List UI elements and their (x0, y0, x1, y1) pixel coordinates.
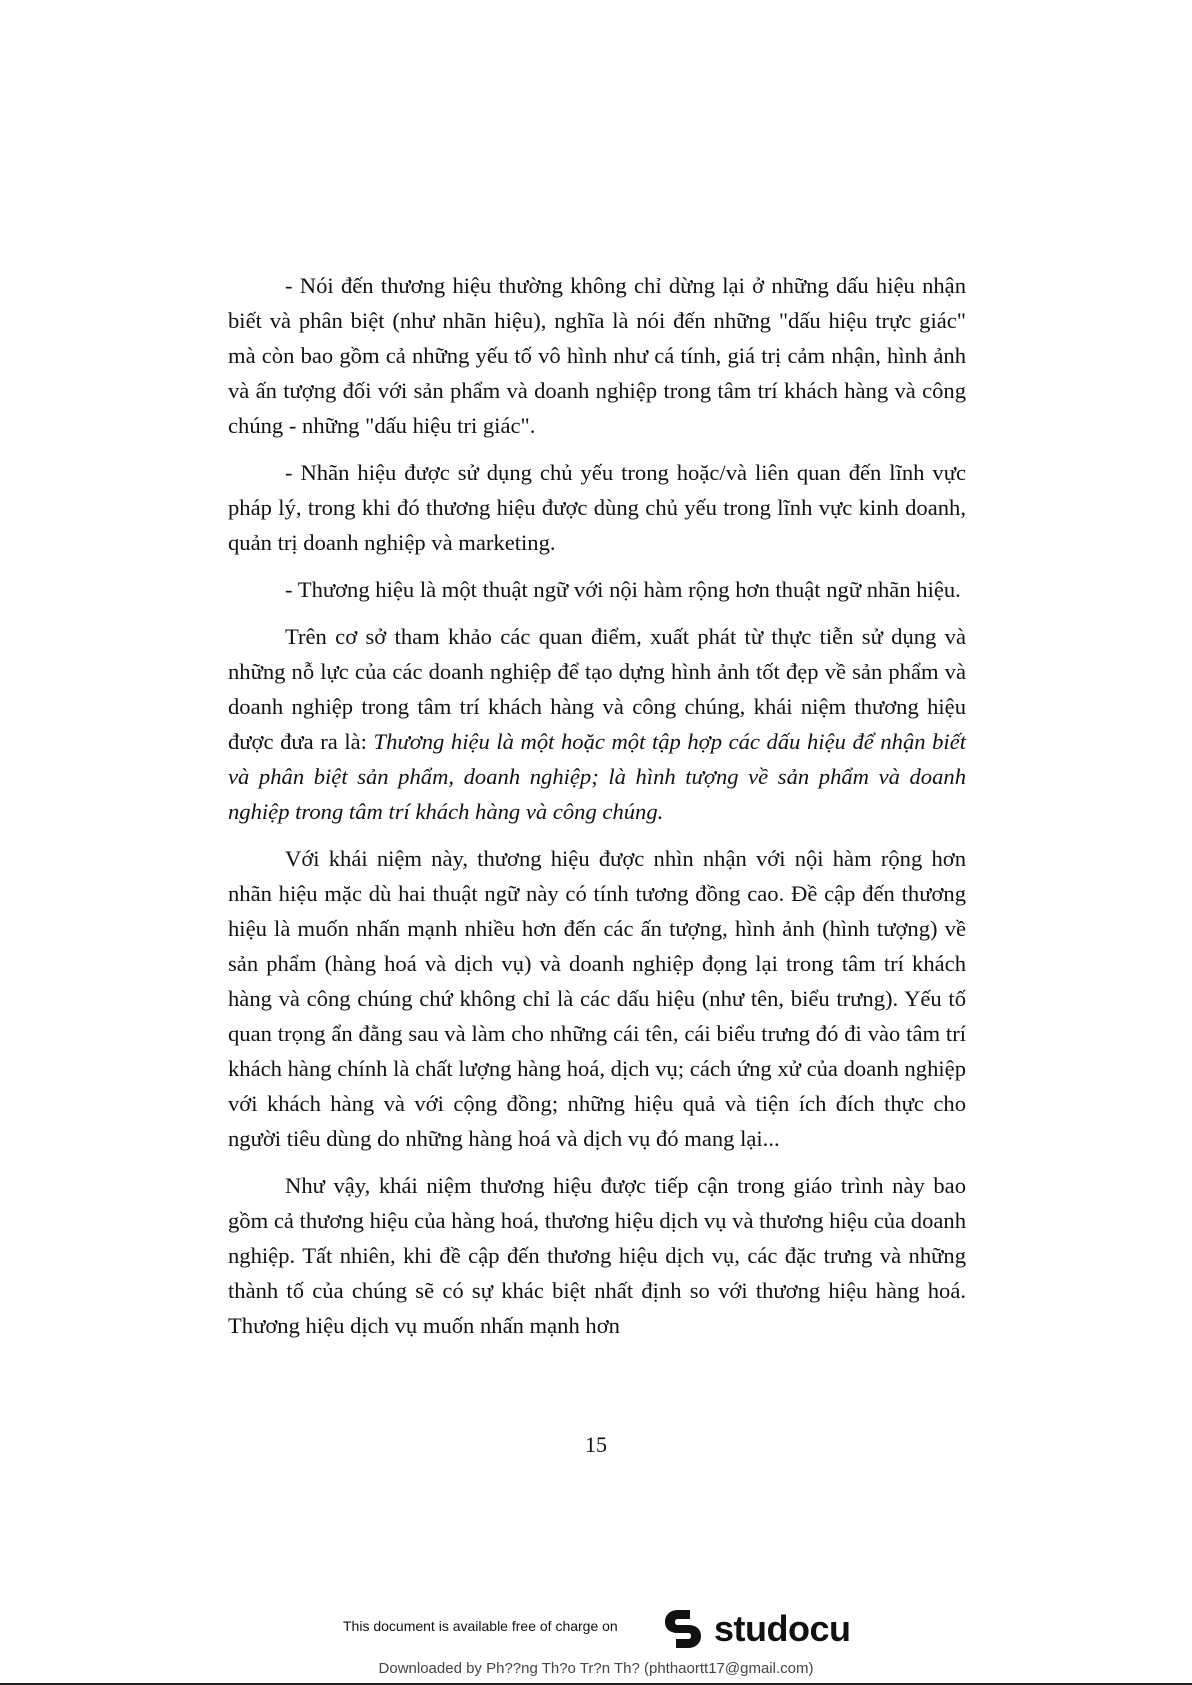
paragraph-6: Như vậy, khái niệm thương hiệu được tiếp cận trong giáo trình này bao gồm cả thương hiệu của hàng hoá, thương hiệu dịch vụ và thương hiệu của doanh nghiệp. Tất nhiên, khi đề cập đến thương hiệu dịch vụ, các đặc trưng và những thành tố của chúng sẽ có sự khác biệt nhất định so với thương hiệu hàng hoá. Thương hiệu dịch vụ muốn nhấn mạnh hơn (228, 1173, 966, 1338)
page-body (228, 268, 966, 1355)
definition-lead: Trên cơ sở tham khảo các quan điểm, xuất phát từ thực tiễn sử dụng và những nỗ lực của các doanh nghiệp để tạo dựng hình ảnh tốt đẹp về sản phẩm và doanh nghiệp trong tâm trí khách hàng và công chúng, khái niệm thương hiệu được đưa ra là: (228, 624, 966, 754)
paragraph-2: - Nhãn hiệu được sử dụng chủ yếu trong hoặc/và liên quan đến lĩnh vực pháp lý, trong khi đó thương hiệu được dùng chủ yếu trong lĩnh vực kinh doanh, quản trị doanh nghiệp và marketing. (228, 460, 966, 555)
definition-italic: Thương hiệu là một hoặc một tập hợp các dấu hiệu để nhận biết và phân biệt sản phẩm, doanh nghiệp; là hình tượng về sản phẩm và doanh nghiệp trong tâm trí khách hàng và công chúng. (228, 729, 966, 824)
studocu-logo-icon (660, 1606, 706, 1652)
studocu-logo-text: studocu (714, 1608, 851, 1649)
availability-text: This document is available free of charge on (343, 1618, 618, 1634)
paragraph-definition (228, 619, 966, 829)
page-number: 15 (585, 1432, 607, 1457)
paragraph-3: - Thương hiệu là một thuật ngữ với nội hàm rộng hơn thuật ngữ nhãn hiệu. (285, 577, 961, 602)
paragraph-1: - Nói đến thương hiệu thường không chỉ dừng lại ở những dấu hiệu nhận biết và phân biệt (như nhãn hiệu), nghĩa là nói đến những "dấu hiệu trực giác" mà còn bao gồm cả những yếu tố vô hình như cá tính, giá trị cảm nhận, hình ảnh và ấn tượng đối với sản phẩm và doanh nghiệp trong tâm trí khách hàng và công chúng - những "dấu hiệu tri giác". (228, 273, 966, 438)
download-attribution: Downloaded by Ph??ng Th?o Tr?n Th? (phthaortt17@gmail.com) (378, 1660, 814, 1677)
paragraph-5: Với khái niệm này, thương hiệu được nhìn nhận với nội hàm rộng hơn nhãn hiệu mặc dù hai thuật ngữ này có tính tương đồng cao. Đề cập đến thương hiệu là muốn nhấn mạnh nhiều hơn đến các ấn tượng, hình ảnh (hình tượng) về sản phẩm (hàng hoá và dịch vụ) và doanh nghiệp đọng lại trong tâm trí khách hàng và công chúng chứ không chỉ là các dấu hiệu (như tên, biểu trưng). Yếu tố quan trọng ẩn đằng sau và làm cho những cái tên, cái biểu trưng đó đi vào tâm trí khách hàng chính là chất lượng hàng hoá, dịch vụ; cách ứng xử của doanh nghiệp với khách hàng và với cộng đồng; những hiệu quả và tiện ích đích thực cho người tiêu dùng do những hàng hoá và dịch vụ đó mang lại... (228, 846, 966, 1151)
studocu-logo[interactable] (660, 1604, 851, 1654)
studocu-footer (0, 1600, 1192, 1685)
